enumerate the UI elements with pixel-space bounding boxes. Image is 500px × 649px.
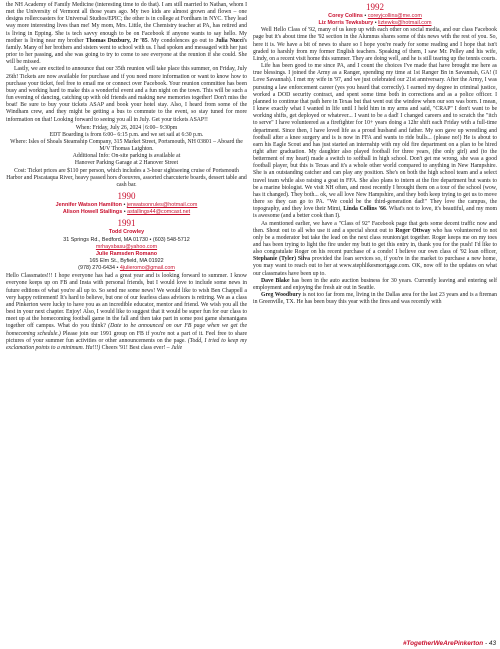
class-contact: Julie Ramsden Romano — [95, 250, 158, 257]
classmate-name: Thomas Duxbury, Jr '85 — [85, 37, 148, 44]
right-column — [253, 2, 497, 306]
classmate-name: Stephanie (Tyler) Silva — [253, 256, 311, 263]
class-contact: Todd Crowley — [108, 229, 145, 236]
classmate-name: Greg Woodbury — [261, 292, 301, 299]
event-line: Hanover Parking Garage at 2 Hanover Street — [74, 160, 179, 167]
class-contact: Alison Howell Stallings • astallings44@comcast.net — [62, 209, 191, 216]
paragraph: Dave Blake has been in the auto auction business for 30 years. Currently leaving and entering self employment and enjoying the fresh air out in Seattle. — [253, 277, 497, 291]
left-column — [6, 2, 247, 352]
event-line: Where: Isles of Shoals Steamship Company, 315 Market Street, Portsmouth, NH 03801 – Aboard the M/V Thomas Laighton. — [10, 138, 243, 153]
classmate-name: Linda Collins '66 — [343, 206, 386, 213]
paragraph: the NH Academy of Family Medicine (interesting time to do that). I am still married to Nathan, whom I met the University of Vermont all those years ago. My two kids are almost grown and flown – one designs rollercoasters for Universal Studios/EPIC; the other is in college at Fordham in NYC. They lead way more interesting lives than me! My mom, Mrs. Little, the Chemistry teacher at PA, has retired and is living in Epping. She is tech savvy enough to be on Facebook if anyone wants to say hello. My mother is living near my brother Thomas Duxbury, Jr '85. My condolences go out to Julia Nucci's family. Many of her brothers and sisters went to school with us. I had spoken and messaged with her just prior to her passing, and she was going to try to come to see everyone at the reunion if she could. She will be missed. — [6, 2, 248, 66]
event-line: Cost: Ticket prices are $110 per person, which includes a 3-hour sightseeing cruise of Portsmouth Harbor and Piscataqua River, heavy passed hors d'oeuvres, assorted charcuterie boards, dessert table and cash bar. — [6, 167, 247, 188]
contact-email — [6, 244, 247, 251]
class-contact: Jennifer Watson Hamilton • jenwatsonrules@hotmail.com — [55, 202, 198, 209]
year-heading-1990: 1990 — [117, 191, 136, 202]
classmate-name: Julia Nucci — [215, 37, 244, 44]
event-line: When: Friday, July 26, 2024 | 6:00– 9:30pm — [75, 124, 178, 131]
page-footer: #TogetherWeArePinkerton - 43 — [402, 640, 496, 647]
class-contact: Corey Collins • coreyjcollins@me.com — [328, 13, 422, 19]
year-heading-1992: 1992 — [366, 2, 384, 12]
classmate-name: Dave Blake — [261, 277, 290, 284]
email-link[interactable]: mrhaysbasu@yahoo.com — [95, 243, 158, 250]
contact-address: 165 Elm St., Byfield, MA 01922 — [89, 258, 164, 264]
page-number: 43 — [488, 640, 496, 647]
footer-hashtag: #TogetherWeArePinkerton — [402, 640, 484, 647]
email-link[interactable]: liztewks@hotmail.com — [378, 20, 432, 27]
email-link[interactable]: coreyjcollins@me.com — [367, 13, 422, 19]
event-line: Additional Info: On-site parking is available at — [72, 153, 181, 160]
paragraph: Life has been good to me since PA, and I count the choices I've made that have brought me here as true blessings. I joined the Army as a Ranger, spending my time at 1st Ranger Bn in Savannah, GA! (I Love Savannah). I met my wife in '97, and we just celebrated our 21st anniversary. After the Army, I was pursuing a law enforcement career (yes you heard that correctly). I earned my degree in criminal justice, worked a DOD security contract, and spent some time both in corrections and as a police officer. I planned to continue that path here in Texas but that went out the window when our son was born. I mean, I knew exactly what I wanted in life until I held him in my arms and said, "CRAP" I don't want to be working shifts, get deployed or whatever... I want to be a dad! I changed careers and to scratch the "itch to serve" I have volunteered as a firefighter for 10+ years doing a 12hr shift each Friday with a full-time department. Since then, I have loved life as a proud husband and father. My son gave up wrestling and football after a knee surgery and is is now in FFA and wants to ride bulls... (please no!) He is about to earn his Eagle Scout and has just started an internship with my old fire department on a plan to be hired right after graduation. My daughter also played football for three years, (the only girl) and (to the betterment of my heart) made a switch to softball in high school. Don't get me wrong, she was a good football player, but this is Texas and it's a whole other world compared to anything in New Hampshire. She is an outstanding catcher and can play any position. She's on both the high school team and a select travel team while also raising a goat in FFA. She also plans to intern at the fire department but wants to be a marine biologist. We visit NH often, and most recently I brought them on a tour of the school (wow, has it changed). They both... ok, we all love New Hampshire, and they both keep trying to get us to move there so they can go to PA. "We could be the third-generation dad!" They love the campus, the topography, and they love their Mimi, Linda Collins '66. What's not to love, it's beautiful, and my mom is awesome (and a better cook than I). — [253, 63, 498, 220]
email-link[interactable]: jenwatsonrules@hotmail.com — [126, 202, 198, 209]
paragraph: Lastly, we are excited to announce that our 35th reunion will take place this summer, on Friday, July 26th! Tickets are now available for purchase and if you need more information or want to know how to purchase your ticket, feel free to email me or connect over Facebook. Your reunion committee has been busy and working hard to make this a wonderful event and a fun night on the town. This will be such a fun evening of dancing, catching up with old friends and making new memories together! Don't miss the boat! Be sure to buy your tickets ASAP and book your hotel stay. Also, I heard from some of the Windham crew, and they might be getting a bus to commute to the event, so stay tuned for more information on that! Looking forward to seeing you all in July. Get your tickets ASAP!! — [6, 66, 247, 123]
paragraph: Hello Classmates!!! I hope everyone has had a great year and is looking forward to summer. I know everyone keeps up on FB and Insta with personal friends, but I would love to include some news in future editions of what you're all up to. So send me some news! We would like to wish Ben Chappell a very happy retirement! It's hard to believe, but one of our fearless class advisors is retiring. We as a class and Pinkerton were lucky to have you as an incredible educator, mentor and friend. We wish you all the best in your next chapter. Enjoy! Also, I would like to suggest that it would be super fun for our class to meet up at the homecoming football game in the fall and then take part in some post game shenanigans together off campus. What do you think? (Date to be announced on our FB page when we get the homecoming schedule.) Please join our 1991 group on FB if you're not a part of it. Feel free to share pictures of your summer fun activities or other announcements on the page. (Todd, I tried to keep my exclamation points to a minimum. Ha!!!) Cheers '91! Best class ever! – Julie — [6, 273, 247, 351]
contact-address: 31 Springs Rd., Bedford, MA 01730 • (603) 548-5712 — [63, 236, 190, 243]
email-link[interactable]: astallings44@comcast.net — [127, 209, 191, 216]
paragraph: Well Hello Class of '92, many of us keep up with each other on social media, and our class Facebook page but it's about time the '92 section in the Alumnus shares some of this news with the rest of you. So, here it is. We have a bit of news to share so I hope you're ready for some reading and I hope that isn't graded to harshly from my former English teachers. Speaking of them, I saw Mr. Pelley and his wife, Lindy, on a recent visit home this summer. They are doing well, and he is still tearing up the tennis courts. — [253, 27, 497, 62]
event-line: EDT Boarding is from 6:00– 6:15 p.m. and we set sail at 6:30 p.m. — [49, 131, 204, 138]
paragraph: As mentioned earlier, we have a "Class of 92" Facebook page that gets some decent traffic now and then. Shout out to all who use it and a special shout out to Roger Ottway who has volunteered to not only be a moderator but take the lead on the next class reunion/get together. Roger keeps me on my toes and has been trying to light the fire under my butt to get this entry in, thank you for the push! I'd like to also congratulate Roger on his recent purchase of a condo! I believe our own class of '92 loan officer, Stephanie (Tyler) Silva provided the loan services so, if you're in the market to purchase a new home, you may want to reach out to her at www.stephlikesmortgage.com. OK, now off to the updates on what our classmates have been up to. — [253, 220, 498, 277]
email-link[interactable]: 4julieromo@gmail.com — [119, 265, 175, 272]
paragraph: Greg Woodbury is not too far from me, living in the Dallas area for the last 23 years and is a fireman in Greenville, TX. He has been busy this year with the fires and was recently with — [253, 292, 498, 306]
class-contact: Liz Morris Tewksbury • liztewks@hotmail.com — [318, 20, 432, 27]
event-details — [6, 125, 247, 189]
classmate-name: Roger Ottway — [395, 227, 431, 234]
year-heading-1991: 1991 — [117, 218, 136, 229]
contact-address: (978) 270-6434 • 4julieromo@gmail.com — [78, 265, 175, 272]
